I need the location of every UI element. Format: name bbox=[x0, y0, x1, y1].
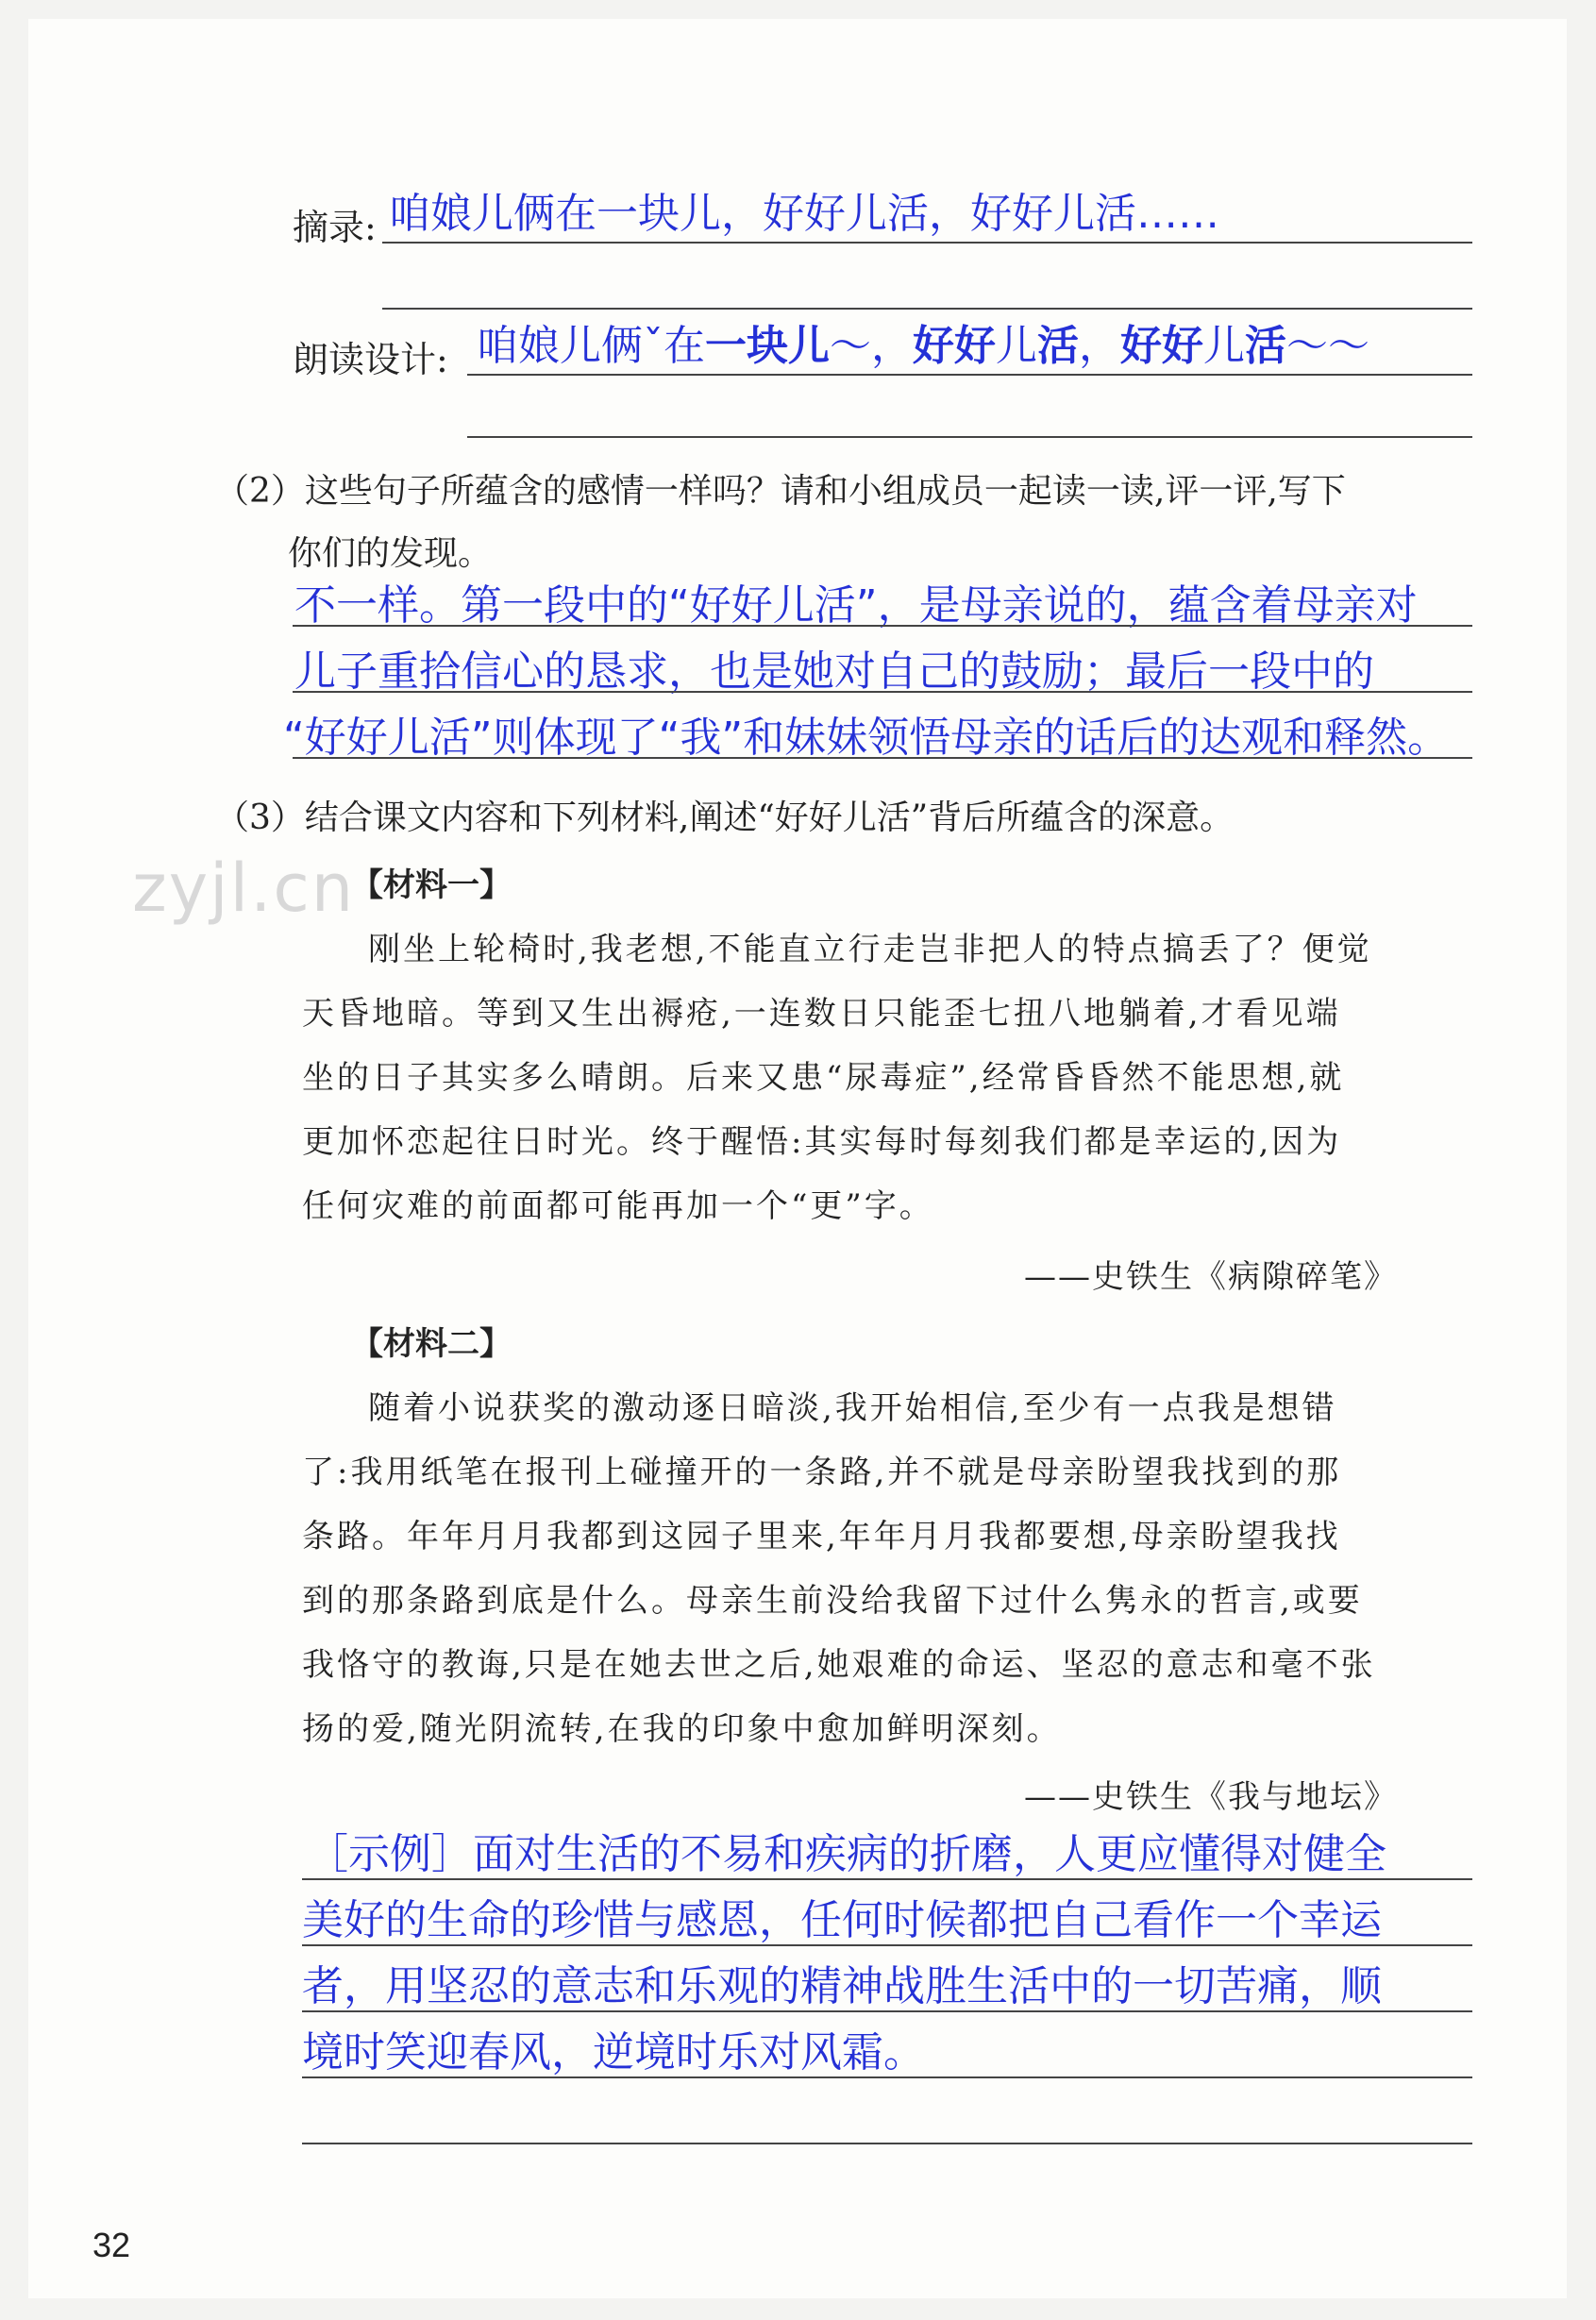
material-1-title: 【材料一】 bbox=[351, 866, 512, 904]
q2-rule-1 bbox=[293, 625, 1472, 627]
material-1-line-2: 天昏地暗。等到又生出褥疮,一连数日只能歪七扭八地躺着,才看见端 bbox=[302, 995, 1341, 1033]
material-1-line-5: 任何灾难的前面都可能再加一个“更”字。 bbox=[302, 1187, 934, 1225]
q2-answer-line-3: “好好儿活”则体现了“我”和妹妹领悟母亲的话后的达观和释然。 bbox=[283, 714, 1450, 762]
q2-rule-2 bbox=[293, 691, 1472, 693]
q3-prompt: （3）结合课文内容和下列材料,阐述“好好儿活”背后所蕴含的深意。 bbox=[215, 799, 1235, 837]
q3-answer-line-4: 境时笑迎春风，逆境时乐对风霜。 bbox=[302, 2028, 925, 2076]
reading-design-answer bbox=[477, 311, 1369, 372]
reading-segment: 好好 bbox=[913, 322, 996, 370]
reading-segment: 咱娘儿俩ˇ在 bbox=[477, 322, 705, 370]
q2-prompt-line-2: 你们的发现。 bbox=[288, 534, 493, 573]
reading-segment: 儿 bbox=[1203, 322, 1245, 370]
reading-segment: 儿 bbox=[996, 322, 1037, 370]
q3-rule-3 bbox=[302, 2010, 1472, 2012]
material-2-line-2: 了:我用纸笔在报刊上碰撞开的一条路,并不就是母亲盼望我找到的那 bbox=[302, 1454, 1342, 1491]
q3-answer-line-2: 美好的生命的珍惜与感恩，任何时候都把自己看作一个幸运 bbox=[302, 1896, 1382, 1944]
material-2-line-3: 条路。年年月月我都到这园子里来,年年月月我都要想,母亲盼望我找 bbox=[302, 1518, 1341, 1555]
q2-prompt-line-1: （2）这些句子所蕴含的感情一样吗？请和小组成员一起读一读,评一评,写下 bbox=[215, 472, 1346, 511]
reading-design-label: 朗读设计: bbox=[293, 339, 448, 380]
q3-rule-5 bbox=[302, 2143, 1472, 2144]
reading-segment: ～， bbox=[830, 322, 913, 370]
material-1-line-1: 刚坐上轮椅时,我老想,不能直立行走岂非把人的特点搞丢了？便觉 bbox=[368, 931, 1372, 968]
q2-answer-line-1: 不一样。第一段中的“好好儿活”，是母亲说的，蕴含着母亲对 bbox=[294, 581, 1418, 630]
reading-line-2 bbox=[467, 436, 1472, 438]
material-2-title: 【材料二】 bbox=[351, 1325, 512, 1363]
material-1-source: ——史铁生《病隙碎笔》 bbox=[1024, 1258, 1398, 1296]
q2-rule-3 bbox=[293, 757, 1472, 759]
reading-segment: 活 bbox=[1037, 322, 1079, 370]
q2-answer-line-2: 儿子重拾信心的恳求，也是她对自己的鼓励；最后一段中的 bbox=[294, 647, 1374, 696]
q3-answer-line-3: 者，用坚忍的意志和乐观的精神战胜生活中的一切苦痛，顺 bbox=[302, 1962, 1382, 2010]
page-number: 32 bbox=[92, 2226, 131, 2264]
reading-segment: 一块儿 bbox=[705, 322, 830, 370]
q3-rule-1 bbox=[302, 1878, 1472, 1880]
excerpt-line-1 bbox=[382, 242, 1472, 244]
excerpt-label: 摘录: bbox=[293, 207, 377, 248]
reading-segment: ， bbox=[1079, 322, 1120, 370]
q3-rule-2 bbox=[302, 1944, 1472, 1946]
excerpt-line-2 bbox=[382, 308, 1472, 310]
excerpt-answer: 咱娘儿俩在一块儿，好好儿活，好好儿活…… bbox=[389, 190, 1219, 238]
q3-rule-4 bbox=[302, 2076, 1472, 2078]
reading-line-1 bbox=[467, 374, 1472, 376]
material-2-line-1: 随着小说获奖的激动逐日暗淡,我开始相信,至少有一点我是想错 bbox=[368, 1389, 1337, 1427]
material-2-line-4: 到的那条路到底是什么。母亲生前没给我留下过什么隽永的哲言,或要 bbox=[302, 1582, 1363, 1620]
material-2-line-6: 扬的爱,随光阴流转,在我的印象中愈加鲜明深刻。 bbox=[302, 1710, 1062, 1748]
reading-segment: ～～ bbox=[1286, 322, 1369, 370]
material-1-line-3: 坐的日子其实多么晴朗。后来又患“尿毒症”,经常昏昏然不能思想,就 bbox=[302, 1059, 1345, 1097]
q3-answer-line-1: ［示例］面对生活的不易和疾病的折磨，人更应懂得对健全 bbox=[307, 1830, 1386, 1878]
material-2-source: ——史铁生《我与地坛》 bbox=[1024, 1778, 1398, 1816]
watermark: zyjl.cn bbox=[132, 849, 356, 927]
reading-segment: 好好 bbox=[1120, 322, 1203, 370]
material-2-line-5: 我恪守的教诲,只是在她去世之后,她艰难的命运、坚忍的意志和毫不张 bbox=[302, 1646, 1376, 1684]
material-1-line-4: 更加怀恋起往日时光。终于醒悟:其实每时每刻我们都是幸运的,因为 bbox=[302, 1123, 1342, 1161]
reading-segment: 活 bbox=[1245, 322, 1286, 370]
